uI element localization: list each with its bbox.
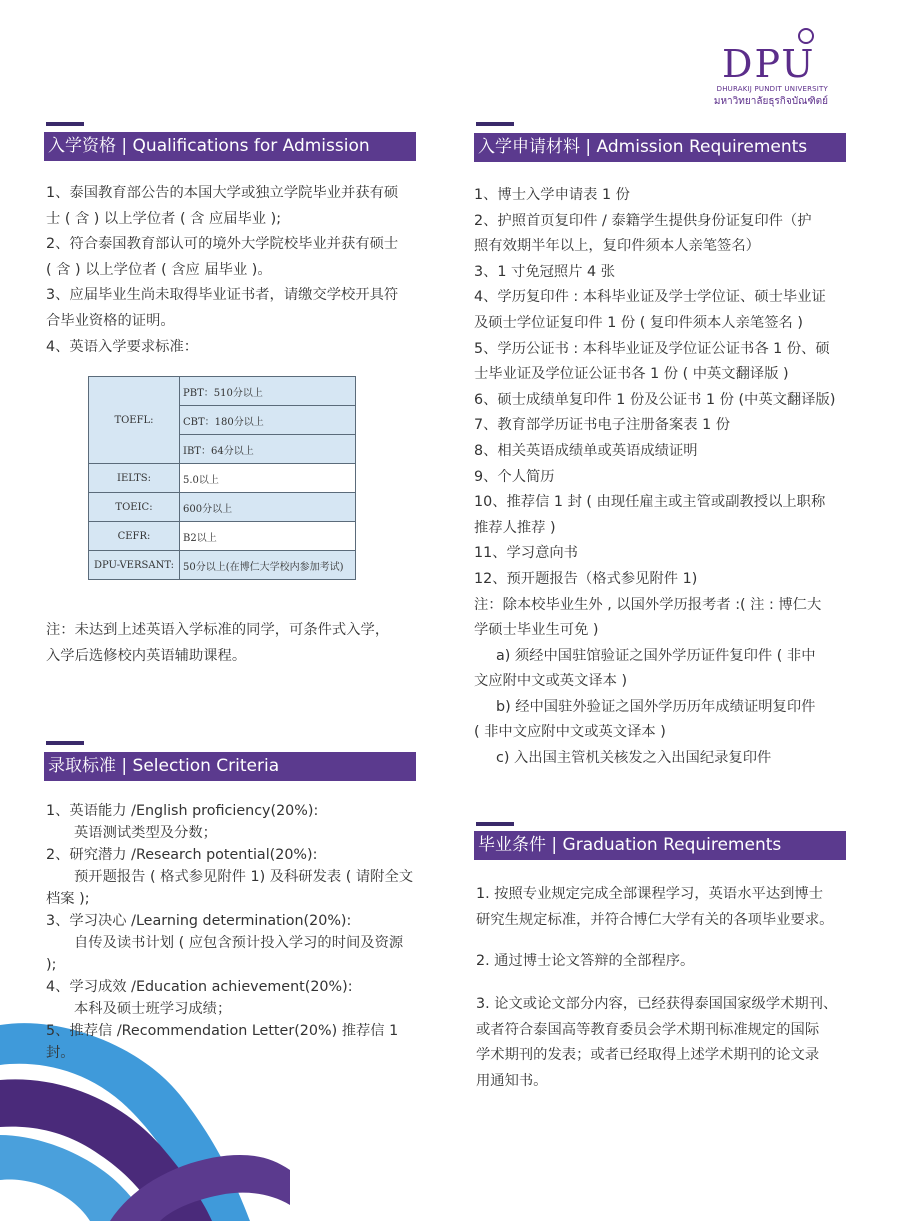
selection-list [46,800,431,1064]
requirements-list [474,183,854,772]
requirements-line: 文应附中文或英文译本 ) [474,673,628,690]
requirements-heading: 入学申请材料 | Admission Requirements [474,133,846,162]
selection-line: 2、研究潜力 /Research potential(20%): [46,847,318,863]
qualifications-line: ( 含 ) 以上学位者 ( 含应 届毕业 )。 [46,261,272,278]
selection-line: ); [46,957,57,973]
qualifications-line: 2、符合泰国教育部认可的境外大学院校毕业并获有硕士 [46,236,399,253]
section-dash [476,122,514,126]
selection-line: 英语测试类型及分数； [74,825,217,841]
section-dash [46,122,84,126]
requirements-line: a) 须经中国驻馆验证之国外学历证件复印件 ( 非中 [496,647,816,664]
table-cell-value: PBT：510分以上 [180,377,356,406]
graduation-line: 3. 论文或论文部分内容，已经获得泰国国家级学术期刊、 [476,996,838,1012]
qualifications-line: 士 ( 含 ) 以上学位者 ( 含 应届毕业 ); [46,210,282,227]
requirements-line: ( 非中文应附中文或英文译本 ) [474,724,666,741]
english-requirements-table [88,376,356,580]
dpu-logo [708,26,828,110]
table-row [89,551,356,580]
table-row [89,377,356,406]
requirements-line: 9、个人简历 [474,468,555,485]
requirements-line: 11、学习意向书 [474,545,578,562]
requirements-line: 注：除本校毕业生外 , 以国外学历报考者 :( 注 : 博仁大 [474,596,822,613]
note-line: 注：未达到上述英语入学标准的同学，可条件式入学， [46,622,390,638]
english-note [46,618,426,669]
graduation-line: 1. 按照专业规定完成全部课程学习，英语水平达到博士 [476,886,824,902]
requirements-line: 2、护照首页复印件 / 泰籍学生提供身份证复印件（护 [474,212,812,229]
graduation-line: 学术期刊的发表；或者已经取得上述学术期刊的论文录 [476,1047,820,1064]
table-cell-value: 5.0以上 [180,464,356,493]
qualifications-heading: 入学资格 | Qualifications for Admission [44,132,416,161]
section-dash [46,741,84,745]
selection-line: 3、学习决心 /Learning determination(20%): [46,913,352,929]
requirements-line: 12、预开题报告（格式参见附件 1) [474,570,698,587]
qualifications-line: 4、英语入学要求标准： [46,338,199,355]
table-cell-value: CBT：180分以上 [180,406,356,435]
selection-line: 预开题报告 ( 格式参见附件 1) 及科研发表 ( 请附全文 [74,869,414,885]
requirements-line: 3、1 寸免冠照片 4 张 [474,263,615,280]
logo-text: DPU [722,42,816,86]
table-cell-label: TOEFL: [89,377,180,464]
requirements-line: 6、硕士成绩单复印件 1 份及公证书 1 份 (中英文翻译版) [474,391,836,408]
selection-heading: 录取标准 | Selection Criteria [44,752,416,781]
graduation-line: 研究生规定标准，并符合博仁大学有关的各项毕业要求。 [476,911,834,928]
graduation-para-3 [476,992,856,1094]
section-dash [476,822,514,826]
selection-line: 本科及硕士班学习成绩； [74,1001,232,1017]
graduation-heading: 毕业条件 | Graduation Requirements [474,831,846,860]
requirements-line: 7、教育部学历证书电子注册备案表 1 份 [474,417,731,434]
requirements-line: 8、相关英语成绩单或英语成绩证明 [474,442,698,459]
selection-line: 档案 ); [46,891,90,907]
graduation-para-2 [476,949,856,975]
table-cell-value: 600分以上 [180,493,356,522]
graduation-line: 或者符合泰国高等教育委员会学术期刊标准规定的国际 [476,1021,820,1038]
requirements-line: 5、学历公证书 : 本科毕业证及学位证公证书各 1 份、硕 [474,340,830,357]
table-row [89,464,356,493]
qualifications-line: 1、泰国教育部公告的本国大学或独立学院毕业并获有硕 [46,185,399,201]
qualifications-line: 合毕业资格的证明。 [46,312,175,329]
requirements-line: 1、博士入学申请表 1 份 [474,187,630,203]
requirements-line: 4、学历复印件 : 本科毕业证及学士学位证、硕士毕业证 [474,289,826,306]
logo-university-name: DHURAKIJ PUNDIT UNIVERSITY [716,85,828,93]
requirements-line: 及硕士学位证复印件 1 份 ( 复印件须本人亲笔签名 ) [474,314,803,331]
graduation-line: 用通知书。 [476,1072,548,1089]
table-cell-value: IBT：64分以上 [180,435,356,464]
table-cell-label: DPU-VERSANT: [89,551,180,580]
requirements-line: 士毕业证及学位证公证书各 1 份 ( 中英文翻译版 ) [474,366,789,383]
table-row [89,522,356,551]
table-cell-value: 50分以上(在博仁大学校内参加考试) [180,551,356,580]
selection-line: 4、学习成效 /Education achievement(20%): [46,979,353,995]
requirements-line: 学硕士毕业生可免 ) [474,622,599,639]
selection-line: 自传及读书计划 ( 应包含预计投入学习的时间及资源 [74,935,404,951]
requirements-line: c) 入出国主管机关核发之入出国纪录复印件 [496,750,772,767]
note-line: 入学后选修校内英语辅助课程。 [46,647,247,664]
selection-line: 1、英语能力 /English proficiency(20%): [46,803,319,819]
qualifications-list [46,181,426,360]
graduation-para-1 [476,882,856,933]
requirements-line: 推荐人推荐 ) [474,519,556,536]
selection-line: 5、推荐信 /Recommendation Letter(20%) 推荐信 1 封。 [46,1023,399,1061]
table-cell-label: IELTS: [89,464,180,493]
logo-thai-name: มหาวิทยาลัยธุรกิจบัณฑิตย์ [713,96,828,107]
table-row [89,493,356,522]
table-cell-label: CEFR: [89,522,180,551]
table-cell-value: B2以上 [180,522,356,551]
table-cell-label: TOEIC: [89,493,180,522]
graduation-line: 2. 通过博士论文答辩的全部程序。 [476,953,695,969]
requirements-line: b) 经中国驻外验证之国外学历历年成绩证明复印件 [496,698,816,715]
requirements-line: 照有效期半年以上，复印件须本人亲笔签名） [474,238,760,255]
qualifications-line: 3、应届毕业生尚未取得毕业证书者，请缴交学校开具符 [46,287,399,304]
requirements-line: 10、推荐信 1 封 ( 由现任雇主或主管或副教授以上职称 [474,494,826,511]
